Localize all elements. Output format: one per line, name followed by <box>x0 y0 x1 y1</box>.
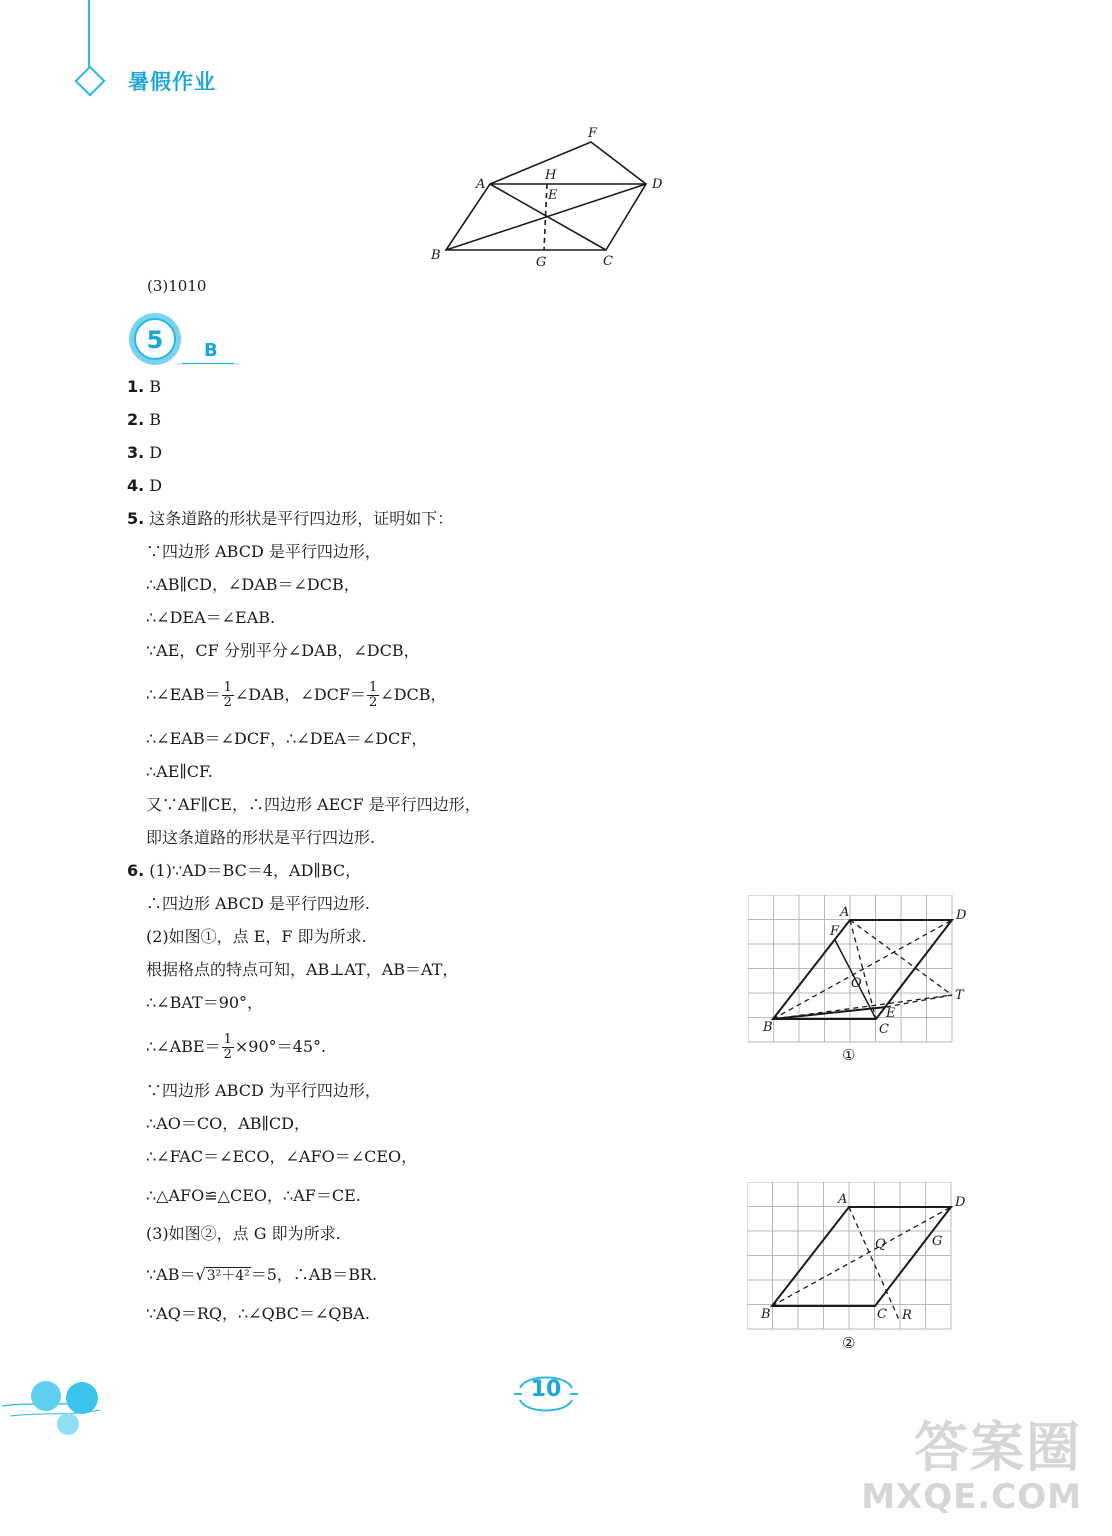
proof5-line-8: 又∵AF∥CE，∴四边形 AECF 是平行四边形， <box>146 795 481 814</box>
label-a: A <box>476 177 486 192</box>
page-number: 10 <box>530 1377 562 1402</box>
q6-line-11: ∵AB＝√3²＋4²＝5，∴AB＝BR. <box>146 1265 378 1284</box>
fig1-label-c: C <box>879 1022 889 1037</box>
fraction-half: $\frac{1}{2}$ <box>223 680 232 710</box>
proof5-line-2: ∴AB∥CD，∠DAB＝∠DCB， <box>146 575 360 594</box>
answer-3-1010: (3)1010 <box>147 277 207 295</box>
fig2-label-d: D <box>955 1195 966 1210</box>
q6-line-4: ∴∠BAT＝90°， <box>146 993 264 1012</box>
label-d: D <box>652 177 663 192</box>
label-h: H <box>545 168 557 183</box>
fig2-label-g: G <box>932 1234 943 1249</box>
section-badge-icon <box>128 312 182 366</box>
fig2-dash-bg <box>772 1207 951 1306</box>
fig1-label-t: T <box>955 988 964 1003</box>
fig2-caption: ② <box>842 1334 856 1352</box>
header-title: 暑假作业 <box>128 70 216 94</box>
label-f: F <box>588 126 598 141</box>
watermark-url: MXQE.COM <box>861 1477 1082 1517</box>
fig1-dash-et <box>886 995 952 1007</box>
answer-1: 1. B <box>127 377 162 396</box>
section-letter: B <box>204 340 218 361</box>
fraction-half: $\frac{1}{2}$ <box>369 680 378 710</box>
answer-3: 3. D <box>127 443 163 462</box>
q6-line-10: (3)如图②，点 G 即为所求. <box>146 1224 341 1243</box>
fig1-caption: ① <box>842 1046 856 1064</box>
fig2-label-r: R <box>902 1308 912 1323</box>
answer-5: 5. 这条道路的形状是平行四边形，证明如下： <box>127 509 454 528</box>
fig1-dash-bt <box>773 995 952 1019</box>
proof5-line-7: ∴AE∥CF. <box>146 762 213 781</box>
section-number: 5 <box>146 326 164 354</box>
q6-line-3: 根据格点的特点可知，AB⊥AT，AB＝AT， <box>146 960 459 979</box>
fig1-label-f: F <box>830 924 840 939</box>
proof5-line-5: ∴∠EAB＝ $\frac{1}{2}$ ∠DAB，∠DCF＝ $\frac{1}{2}$ ∠DCB， <box>146 680 447 710</box>
q6-line-6: ∵四边形 ABCD 为平行四边形， <box>146 1081 381 1100</box>
proof5-line-1: ∵四边形 ABCD 是平行四边形， <box>146 542 381 561</box>
diamond-icon <box>74 65 105 96</box>
q6-line-0: 6. (1)∵AD＝BC＝4，AD∥BC， <box>127 861 362 880</box>
answer-4: 4. D <box>127 476 163 495</box>
fig1-label-b: B <box>763 1020 773 1035</box>
q6-line-9: ∴△AFO≌△CEO，∴AF＝CE. <box>146 1186 361 1205</box>
fraction-half: $\frac{1}{2}$ <box>223 1032 232 1062</box>
proof5-line-3: ∴∠DEA＝∠EAB. <box>146 608 276 627</box>
watermark-logo: 答案圈 <box>914 1416 1082 1479</box>
section-underline <box>182 363 234 364</box>
fig2-label-a: A <box>838 1192 848 1207</box>
header-line <box>88 0 90 70</box>
sqrt-radicand: 3²＋4² <box>206 1268 250 1284</box>
q6-line-7: ∴AO＝CO，AB∥CD， <box>146 1114 310 1133</box>
fig2-label-b: B <box>761 1307 771 1322</box>
figure-parallelogram-top <box>420 120 680 272</box>
q6-line-12: ∵AQ＝RQ，∴∠QBC＝∠QBA. <box>146 1304 370 1323</box>
fig2-label-c: C <box>877 1307 887 1322</box>
q6-line-5: ∴∠ABE＝ $\frac{1}{2}$ ×90°＝45°. <box>146 1032 327 1062</box>
label-b: B <box>431 248 441 263</box>
fig1-label-d: D <box>956 908 967 923</box>
proof5-line-4: ∵AE，CF 分别平分∠DAB，∠DCB， <box>146 641 420 660</box>
label-c: C <box>603 254 613 269</box>
proof5-line-6: ∴∠EAB＝∠DCF，∴∠DEA＝∠DCF， <box>146 729 428 748</box>
q6-line-2: (2)如图①，点 E，F 即为所求. <box>146 927 367 946</box>
decorative-bubbles-icon <box>0 1372 110 1442</box>
q6-line-1: ∴四边形 ABCD 是平行四边形. <box>146 894 370 913</box>
figure-1-grid <box>748 895 973 1045</box>
fig1-label-e: E <box>886 1006 896 1021</box>
fig1-label-o: O <box>851 976 862 991</box>
fig1-dash-bd <box>773 920 952 1019</box>
label-e: E <box>548 188 558 203</box>
watermark <box>861 1418 1082 1516</box>
proof5-line-9: 即这条道路的形状是平行四边形. <box>146 828 376 847</box>
figure-2-grid <box>747 1182 972 1332</box>
answer-2: 2. B <box>127 410 162 429</box>
segment-afd <box>490 142 646 184</box>
label-g: G <box>536 255 547 270</box>
fig2-label-q: Q <box>875 1237 886 1252</box>
q6-line-8: ∴∠FAC＝∠ECO，∠AFO＝∠CEO， <box>146 1147 418 1166</box>
fig1-label-a: A <box>840 905 850 920</box>
